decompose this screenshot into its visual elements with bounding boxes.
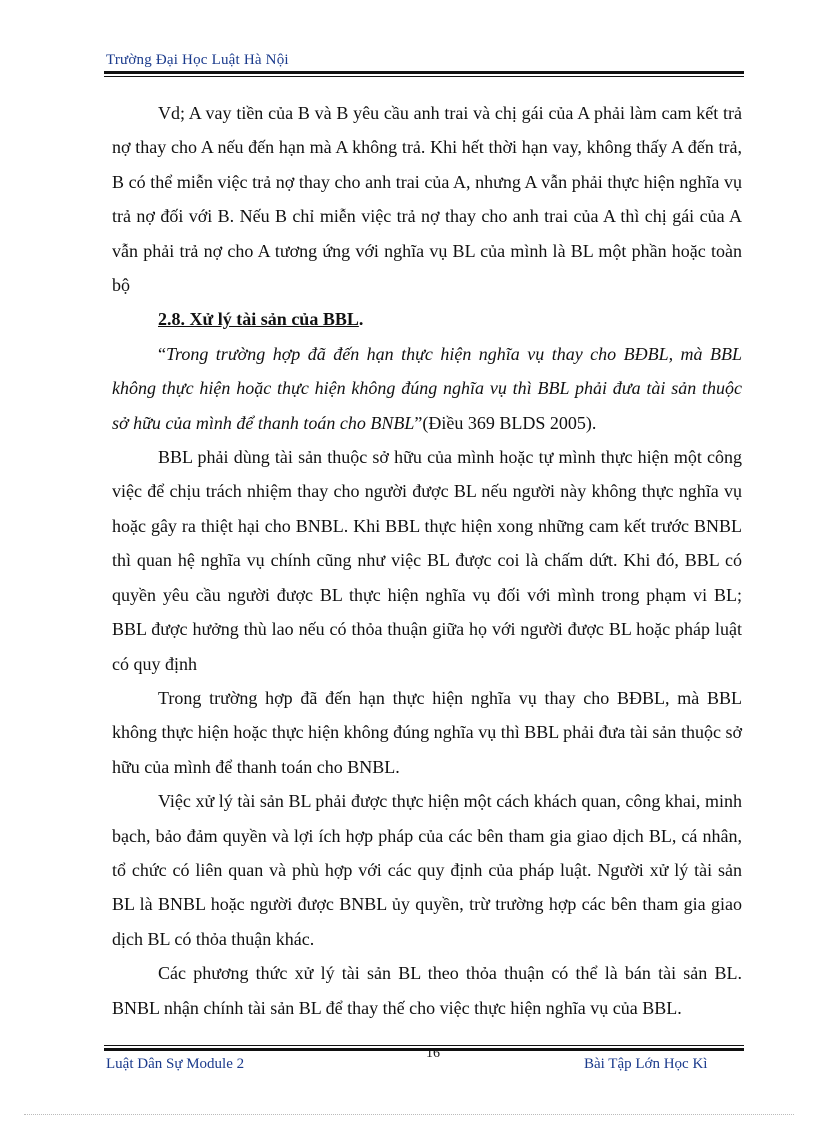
document-body — [112, 96, 742, 1025]
section-title: 2.8. Xử lý tài sản của BBL — [158, 309, 359, 330]
footer-assignment: Bài Tập Lớn Học Kì — [584, 1056, 708, 1072]
section-heading — [112, 302, 742, 336]
header-school-name: Trường Đại Học Luật Hà Nội — [106, 52, 289, 68]
paragraph-obligation: BBL phải dùng tài sản thuộc sở hữu của mình hoặc tự mình thực hiện một công việc để chịu trách nhiệm thay cho người được BL nếu người này không thực nghĩa vụ hoặc gây ra thiệt hại cho BNBL. Khi BBL thực hiện xong những cam kết trước BNBL thì quan hệ nghĩa vụ chính cũng như việc BL được coi là chấm dứt. Khi đó, BBL có quyền yêu cầu người được BL thực hiện nghĩa vụ đối với mình trong phạm vi BL; BBL được hưởng thù lao nếu có thỏa thuận giữa họ với người được BL hoặc pháp luật có quy định — [112, 447, 742, 674]
page-number: 16 — [426, 1046, 440, 1061]
quote-open: “ — [158, 343, 166, 364]
paragraph-example: Vd; A vay tiền của B và B yêu cầu anh trai và chị gái của A phải làm cam kết trả nợ thay cho A nếu đến hạn mà A không trả. Khi hết thời hạn vay, không thấy A đến trả, B có thể miễn việc trả nợ thay cho anh trai của A, nhưng A vẫn phải thực hiện nghĩa vụ trả nợ đối với B. Nếu B chỉ miễn việc trả nợ thay cho anh trai của A thì chị gái của A vẫn phải trả nợ cho A tương ứng với nghĩa vụ BL của mình là BL một phần hoặc toàn bộ — [112, 103, 742, 296]
section-title-end: . — [358, 309, 364, 330]
header-rule-thin — [104, 76, 744, 77]
footer-rule — [104, 1048, 744, 1051]
footer-rule-thin — [104, 1045, 744, 1046]
paragraph-due-date: Trong trường hợp đã đến hạn thực hiện nghĩa vụ thay cho BĐBL, mà BBL không thực hiện hoặc thực hiện không đúng nghĩa vụ thì BBL phải đưa tài sản thuộc sở hữu của mình để thanh toán cho BNBL. — [112, 687, 742, 777]
legal-quote — [112, 337, 742, 440]
paragraph-processing: Việc xử lý tài sản BL phải được thực hiện một cách khách quan, công khai, minh bạch, bảo đảm quyền và lợi ích hợp pháp của các bên tham gia giao dịch BL, cá nhân, tổ chức có liên quan và phù hợp với các quy định của pháp luật. Người xử lý tài sản BL là BNBL hoặc người được BNBL ủy quyền, trừ trường hợp các bên tham gia giao dịch BL có thỏa thuận khác. — [112, 791, 742, 949]
footer-course: Luật Dân Sự Module 2 — [106, 1056, 245, 1072]
quote-citation: ”(Điều 369 BLDS 2005). — [414, 412, 597, 433]
page-edge-divider — [24, 1114, 794, 1115]
header-rule — [104, 71, 744, 74]
paragraph-methods: Các phương thức xử lý tài sản BL theo thỏa thuận có thể là bán tài sản BL. BNBL nhận chính tài sản BL để thay thế cho việc thực hiện nghĩa vụ của BBL. — [112, 963, 742, 1018]
quote-text: Trong trường hợp đã đến hạn thực hiện nghĩa vụ thay cho BĐBL, mà BBL không thực hiện hoặc thực hiện không đúng nghĩa vụ thì BBL phải đưa tài sản thuộc sở hữu của mình để thanh toán cho BNBL — [112, 343, 742, 433]
